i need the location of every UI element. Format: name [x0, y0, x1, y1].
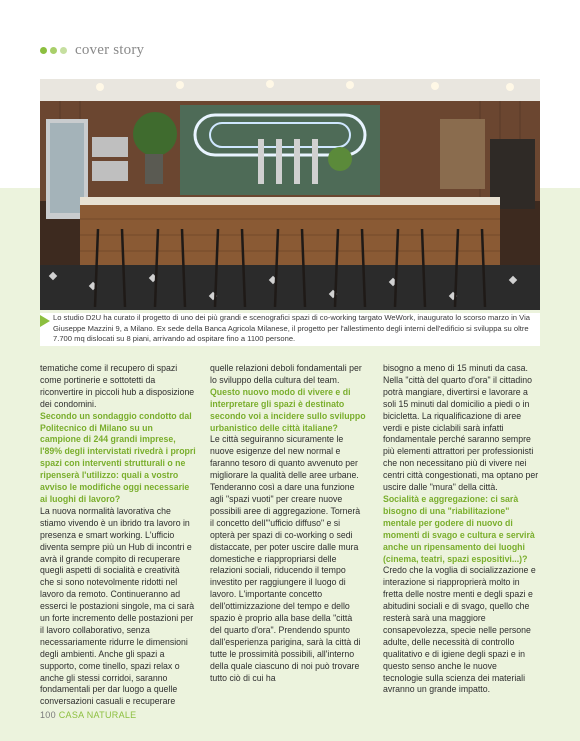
coworking-photo — [40, 79, 540, 310]
caption-arrow-icon — [40, 315, 50, 327]
column-3-paragraph-1: bisogno a meno di 15 minuti da casa. Nella "città del quarto d'ora" il cittadino potrà mangiare, divertirsi e lavorare a soli 15 minuti dal domicilio a piedi o in bicicletta. La riqualificazione di aree verdi e piste ciclabili sarà infatti fondamentale perché saranno sempre più elementi attrattori per professionisti che non necessitano più di vivere nei centri città congestionati, ma optano per uscire dalle "mura" della città. — [383, 363, 539, 493]
column-1-question: Secondo un sondaggio condotto dal Politecnico di Milano su un campione di 244 grandi imprese, l'89% degli intervistati rivedrà i propri spazi con interventi strutturali o ne ripenserà l'utilizzo: quali a vostro avviso le modifiche oggi necessarie ai luoghi di lavoro? — [40, 410, 196, 504]
column-3-question: Socialità e aggregazione: ci sarà bisogno di una "riabilitazione" mentale per godere di nuovo di momenti di svago e cultura e servirà anche un ripensamento dei luoghi (cinema, teatri, spazi espositivi...)? — [383, 493, 535, 564]
column-3-paragraph-2: Credo che la voglia di socializzazione e interazione si riapproprierà molto in fretta delle nostre menti e degli spazi e abitudini sociali e di svago, quello che resterà sarà una maggiore consapevolezza, specie nelle persone adulte, delle necessità di controllo qualitativo e di igiene degli spazi e in questo senso anche le nuove tecnologie sulla scienza dei materiali avranno un grande impatto. — [383, 565, 536, 695]
column-2-question: Questo nuovo modo di vivere e di interpretare gli spazi è destinato secondo voi a incidere sullo sviluppo urbanistico delle città italiane? — [210, 386, 366, 433]
column-1-paragraph-1: tematiche come il recupero di spazi come portinerie e sottotetti da riconvertire in piccoli hub a disposizione dei condomini. — [40, 363, 195, 409]
header-dot-2 — [50, 47, 57, 54]
caption-text: Lo studio D2U ha curato il progetto di uno dei più grandi e scenografici spazi di co-working targato WeWork, inaugurato lo scorso marzo in Via Giuseppe Mazzini 9, a Milano. Ex sede della Banca Agricola Milanese, il progetto per l'allestimento degli interni dell'edificio si sviluppa su oltre 7.700 mq dislocati su 8 piani, arrivando ad ospitare fino a 1100 persone. — [53, 313, 530, 344]
section-label: cover story — [75, 41, 145, 58]
coworking-interior-illustration — [40, 79, 540, 310]
section-header — [40, 41, 144, 59]
publication-name: CASA NATURALE — [58, 710, 137, 720]
page-number: 100 — [40, 710, 56, 720]
text-column-3 — [383, 363, 539, 696]
photo-caption — [40, 313, 540, 346]
page-footer — [40, 710, 137, 720]
column-2-paragraph-2: Le città seguiranno sicuramente le nuove esigenze del new normal e faranno tesoro di quanto avvenuto per migliorare la qualità delle aree urbane. Tenderanno così a dare una funzione agli "spazi vuoti" per creare nuove possibili aree di aggregazione. Tornerà il concetto dell'"ufficio diffuso" e si opterà per spazi di co-working o sedi distaccate, per poter uscire dalle mura domestiche e riappropriarsi delle relazioni sociali, riducendo il tempo investito per raggiungere il luogo di lavoro. L'importante concetto dell'ottimizzazione del tempo e dello spazio è proprio alla base della "città del quarto d'ora". Prendendo spunto dall'esperienza parigina, sarà la città di tutte le prossimità possibili, all'interno della quale ciascuno di noi può trovare tutto ciò di cui ha — [210, 434, 361, 683]
header-dot-1 — [40, 47, 47, 54]
text-column-2 — [210, 363, 366, 684]
column-2-paragraph-1: quelle relazioni deboli fondamentali per lo sviluppo della cultura del team. — [210, 363, 362, 385]
header-dot-3 — [60, 47, 67, 54]
column-1-paragraph-2: La nuova normalità lavorativa che stiamo vivendo è un ibrido tra lavoro in presenza e smart working. L'ufficio diventa sempre più un Hub di incontri e avrà il grande compito di recuperare quegli aspetti di socialità e creatività che si sono notevolmente ridotti nel lavoro da remoto. Continueranno ad esserci le postazioni singole, ma ci sarà un forte incremento delle postazioni per il lavoro collaborativo, senza necessariamente ridurre le dimensioni degli ambienti. Anche gli spazi a supporto, come tinello, spazi relax o anche gli stessi corridoi, saranno fondamentali per dar luogo a quelle conversazioni casuali e recuperare — [40, 505, 195, 707]
text-column-1 — [40, 363, 196, 708]
